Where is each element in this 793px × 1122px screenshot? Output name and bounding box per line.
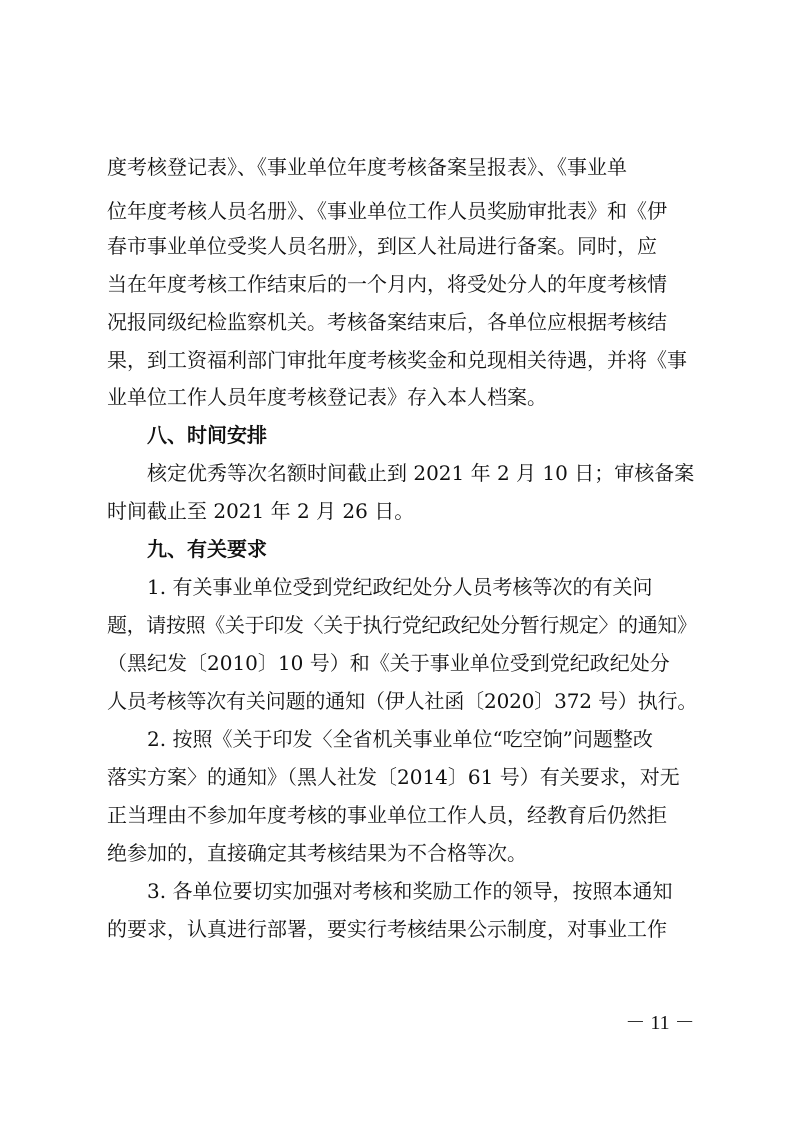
body-line: 当在年度考核工作结束后的一个月内，将受处分人的年度考核情: [107, 272, 667, 296]
body-line: 的要求，认真进行部署，要实行考核结果公示制度，对事业工作: [107, 917, 667, 941]
body-line: （黑纪发〔2010〕10 号）和《关于事业单位受到党纪政纪处分: [107, 651, 670, 675]
body-line: 正当理由不参加年度考核的事业单位工作人员，经教育后仍然拒: [107, 803, 667, 827]
section-heading-requirements: 九、有关要求: [147, 537, 267, 561]
body-line: 1. 有关事业单位受到党纪政纪处分人员考核等次的有关问: [147, 575, 653, 599]
body-line: 绝参加的，直接确定其考核结果为不合格等次。: [107, 841, 527, 865]
body-line: 况报同级纪检监察机关。考核备案结束后，各单位应根据考核结: [107, 310, 667, 334]
body-line: 果，到工资福利部门审批年度考核奖金和兑现相关待遇，并将《事: [107, 348, 687, 372]
body-line: 题，请按照《关于印发〈关于执行党纪政纪处分暂行规定〉的通知》: [107, 613, 697, 637]
body-line: 业单位工作人员年度考核登记表》存入本人档案。: [107, 385, 547, 409]
body-line: 时间截止至 2021 年 2 月 26 日。: [107, 499, 415, 523]
body-line: 人员考核等次有关问题的通知（伊人社函〔2020〕372 号）执行。: [107, 689, 697, 713]
body-line: 3. 各单位要切实加强对考核和奖励工作的领导，按照本通知: [147, 879, 673, 903]
body-line: 2. 按照《关于印发〈全省机关事业单位“吃空饷”问题整改: [147, 727, 653, 751]
body-line: 落实方案〉的通知》（黑人社发〔2014〕61 号）有关要求，对无: [107, 765, 680, 789]
body-line: 度考核登记表》、《事业单位年度考核备案呈报表》、《事业单: [107, 155, 627, 179]
body-line: 春市事业单位受奖人员名册》，到区人社局进行备案。同时，应: [107, 234, 657, 258]
page-number: － 11 －: [625, 1012, 695, 1034]
body-line: 核定优秀等次名额时间截止到 2021 年 2 月 10 日；审核备案: [147, 461, 695, 485]
body-line: 位年度考核人员名册》、《事业单位工作人员奖励审批表》和《伊: [107, 199, 667, 223]
section-heading-schedule: 八、时间安排: [147, 423, 267, 447]
